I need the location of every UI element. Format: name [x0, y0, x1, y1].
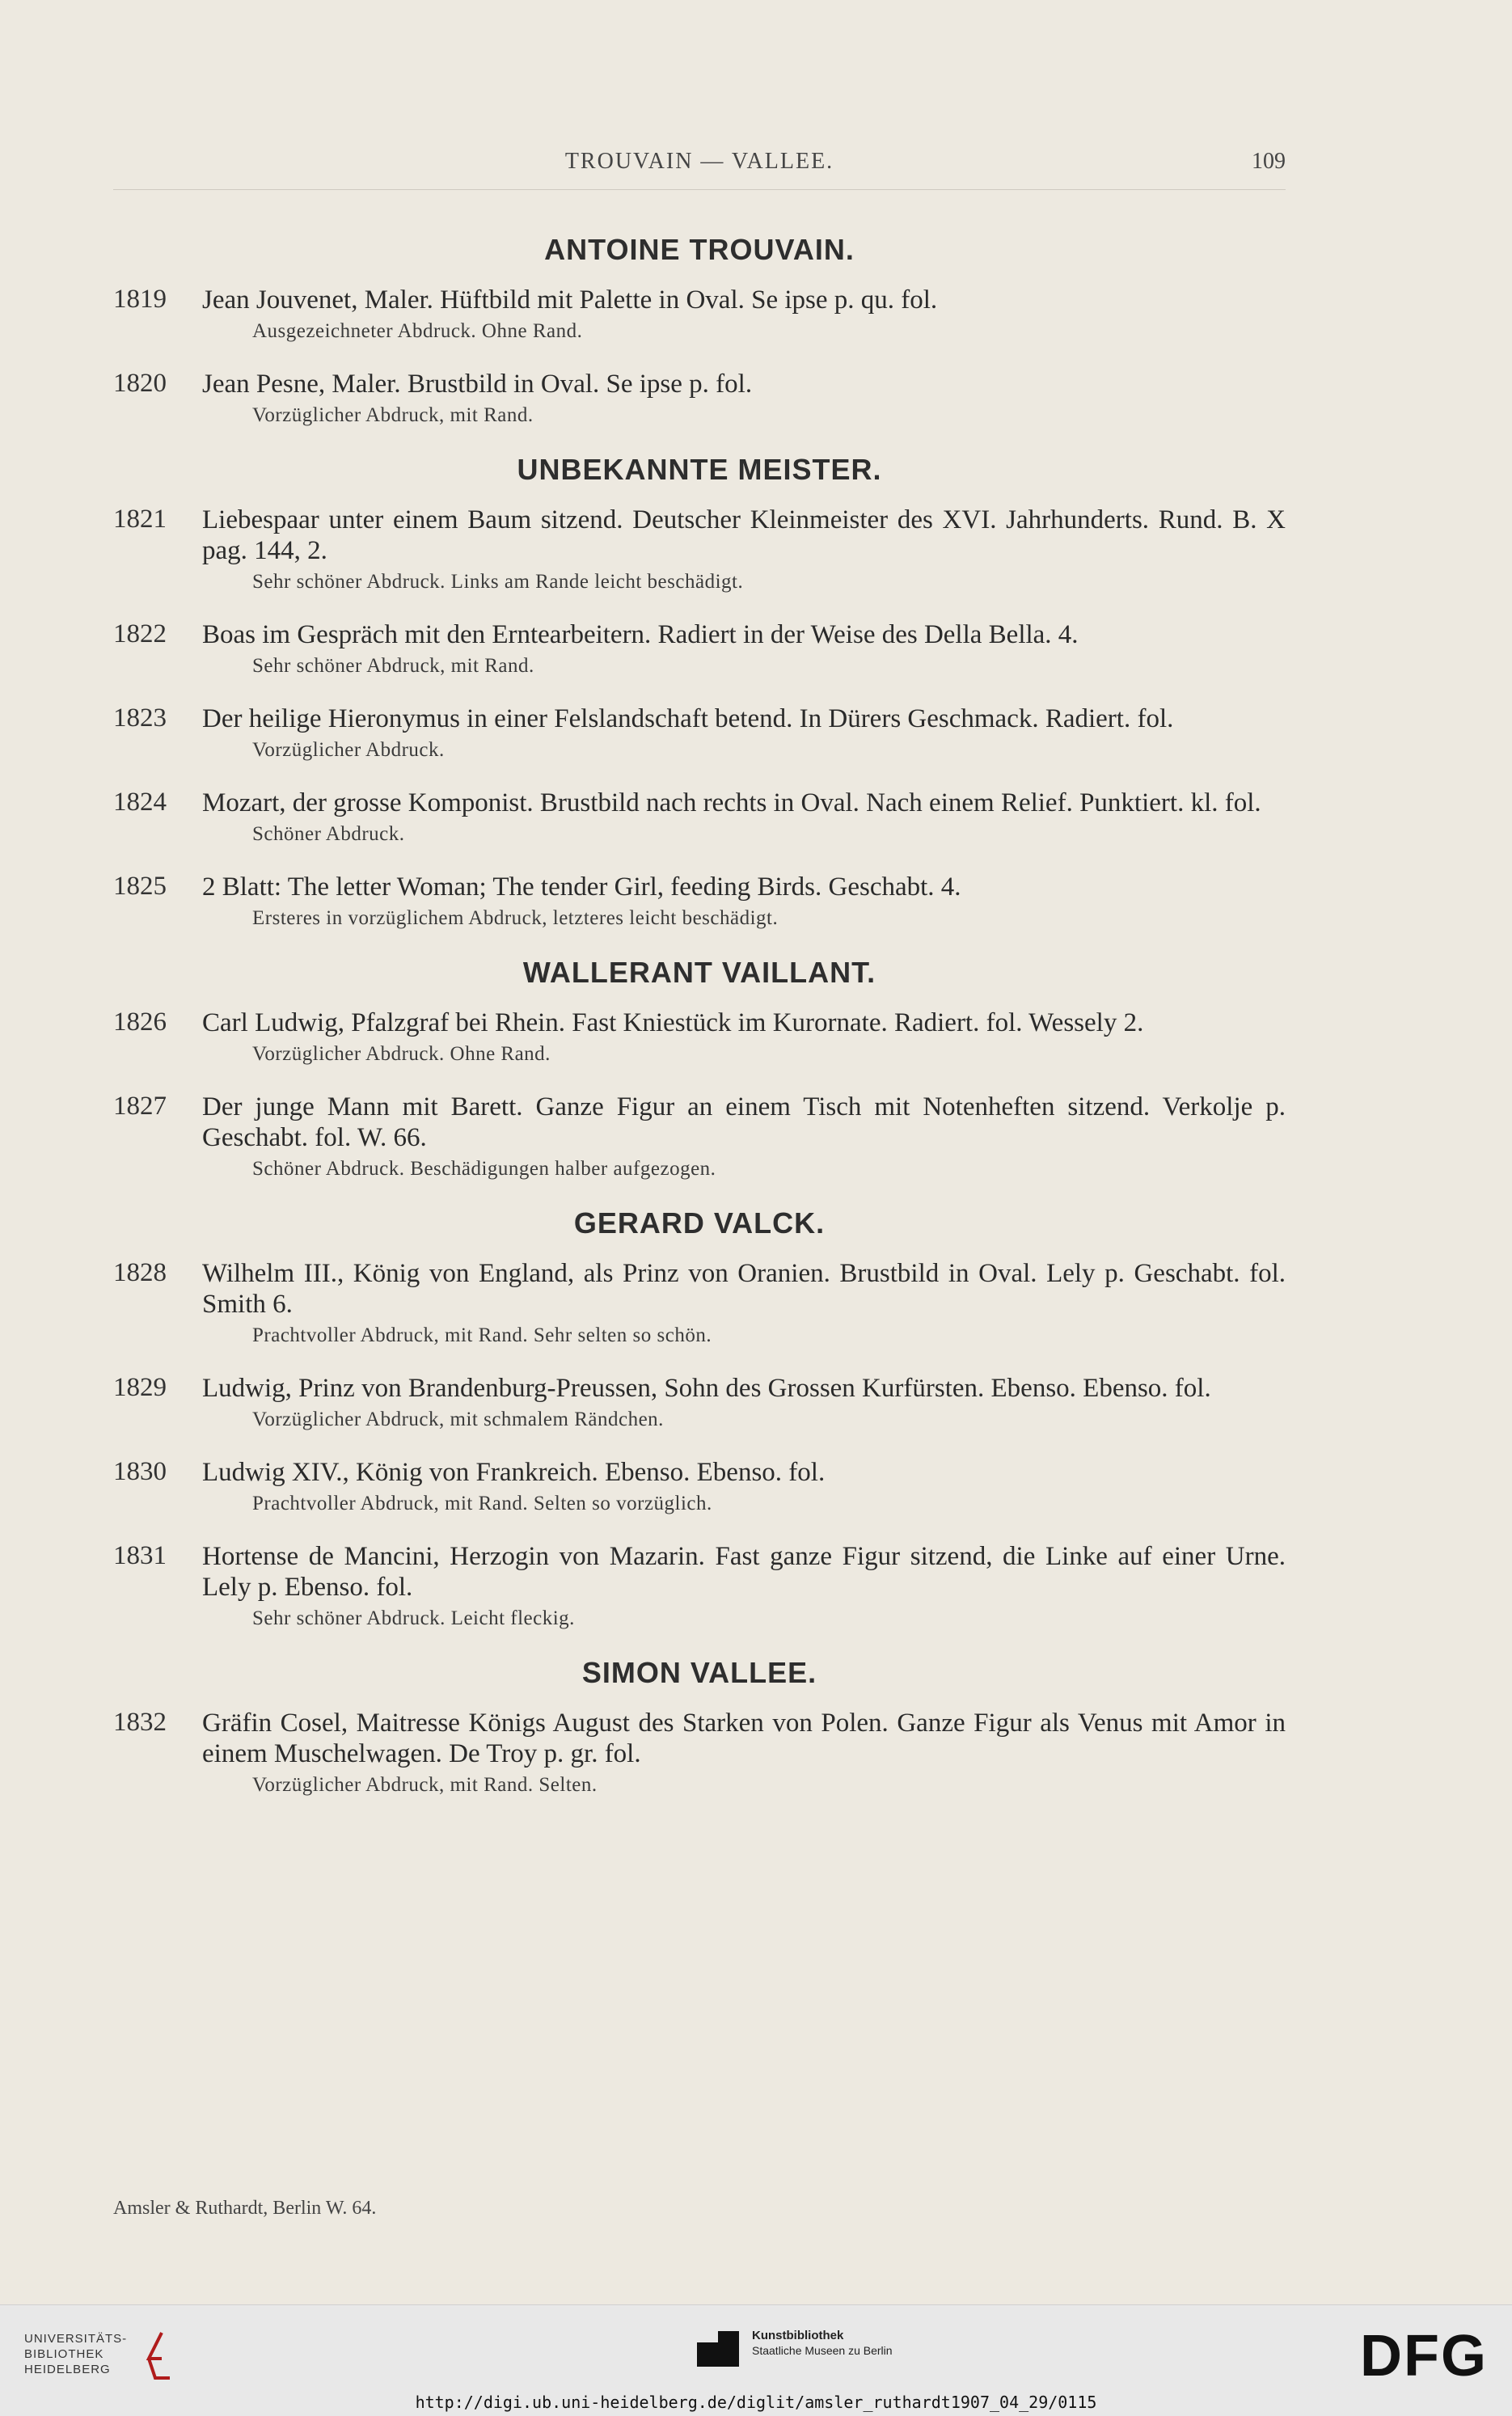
entry-note: Ersteres in vorzüglichem Abdruck, letzteres leicht beschädigt.: [252, 907, 779, 929]
catalog-content: [113, 218, 1286, 1823]
catalog-entry: [113, 369, 1286, 427]
kb-subtitle: Staatliche Museen zu Berlin: [752, 2344, 893, 2357]
entry-note: Prachtvoller Abdruck, mit Rand. Selten so vorzüglich.: [252, 1493, 712, 1514]
section-valck: [113, 1206, 1286, 1630]
permalink-url[interactable]: http://digi.ub.uni-heidelberg.de/diglit/amsler_ruthardt1907_04_29/0115: [415, 2393, 1097, 2412]
entry-description: Jean Pesne, Maler. Brustbild in Oval. Se ipse p. fol.: [202, 370, 753, 399]
entry-note: Schöner Abdruck. Beschädigungen halber aufgezogen.: [252, 1158, 716, 1180]
viewer-footer: [0, 2304, 1512, 2416]
entry-note: Sehr schöner Abdruck. Leicht fleckig.: [252, 1607, 575, 1629]
catalog-entry: [113, 1258, 1286, 1347]
uni-line: BIBLIOTHEK: [24, 2347, 104, 2361]
entry-description: Ludwig, Prinz von Brandenburg-Preussen, Sohn des Grossen Kurfürsten. Ebenso. Ebenso. fol.: [202, 1374, 1211, 1403]
header-title: TROUVAIN — VALLEE.: [564, 149, 834, 174]
entry-number: 1827: [113, 1092, 167, 1121]
catalog-entry: [113, 505, 1286, 593]
entry-description: Der junge Mann mit Barett. Ganze Figur an einem Tisch mit Notenheften sitzend. Verkolje p. Geschabt. fol. W. 66.: [202, 1092, 1286, 1152]
section-heading: GERARD VALCK.: [573, 1206, 826, 1240]
section-trouvain: [113, 233, 1286, 427]
entry-number: 1821: [113, 505, 167, 534]
entry-number: 1825: [113, 872, 167, 901]
entry-note: Prachtvoller Abdruck, mit Rand. Sehr selten so schön.: [252, 1324, 712, 1346]
catalog-entry: [113, 285, 1286, 343]
entry-description: Der heilige Hieronymus in einer Felslandschaft betend. In Dürers Geschmack. Radiert. fol.: [202, 704, 1174, 733]
entry-description: Carl Ludwig, Pfalzgraf bei Rhein. Fast Kniestück im Kurornate. Radiert. fol. Wessely 2.: [202, 1008, 1144, 1037]
entry-note: Vorzüglicher Abdruck.: [252, 739, 445, 761]
uni-line: UNIVERSITÄTS-: [24, 2332, 128, 2346]
entry-number: 1820: [113, 369, 167, 398]
running-header: [113, 144, 1286, 190]
kb-title: Kunstbibliothek: [752, 2329, 844, 2342]
kunstbibliothek-logo-icon[interactable]: [694, 2323, 742, 2372]
entry-description: Mozart, der grosse Komponist. Brustbild nach rechts in Oval. Nach einem Relief. Punktiert. kl. fol.: [202, 788, 1261, 817]
entry-note: Vorzüglicher Abdruck, mit schmalem Rändchen.: [252, 1409, 664, 1430]
entry-description: Liebespaar unter einem Baum sitzend. Deutscher Kleinmeister des XVI. Jahrhunderts. Rund. B. X pag. 144, 2.: [202, 505, 1286, 565]
catalog-entry: [113, 703, 1286, 762]
section-heading: WALLERANT VAILLANT.: [522, 956, 876, 989]
entry-note: Sehr schöner Abdruck. Links am Rande leicht beschädigt.: [252, 571, 744, 593]
catalog-entry: [113, 1373, 1286, 1431]
catalog-entry: [113, 872, 1286, 930]
publisher-imprint: Amsler & Ruthardt, Berlin W. 64.: [113, 2198, 377, 2219]
entry-number: 1819: [113, 285, 167, 314]
catalog-entry: [113, 619, 1286, 678]
catalog-entry: [113, 788, 1286, 846]
entry-number: 1824: [113, 788, 167, 817]
section-vaillant: [113, 956, 1286, 1181]
kunstbibliothek-label: [752, 2328, 893, 2358]
entry-description: Wilhelm III., König von England, als Prinz von Oranien. Brustbild in Oval. Lely p. Geschabt. fol. Smith 6.: [202, 1259, 1286, 1319]
catalog-entry: [113, 1092, 1286, 1181]
entry-description: Gräfin Cosel, Maitresse Königs August des Starken von Polen. Ganze Figur als Venus mit Amor in einem Muschelwagen. De Troy p. gr. fol.: [202, 1709, 1286, 1768]
entry-number: 1822: [113, 619, 167, 648]
entry-number: 1830: [113, 1457, 167, 1486]
entry-number: 1831: [113, 1541, 167, 1570]
section-heading: ANTOINE TROUVAIN.: [544, 233, 855, 266]
entry-number: 1826: [113, 1007, 167, 1037]
uni-line: HEIDELBERG: [24, 2363, 111, 2376]
entry-note: Vorzüglicher Abdruck, mit Rand. Selten.: [252, 1774, 598, 1796]
catalog-entry: [113, 1708, 1286, 1797]
entry-description: Ludwig XIV., König von Frankreich. Ebenso. Ebenso. fol.: [202, 1458, 826, 1487]
entry-description: Boas im Gespräch mit den Erntearbeitern. Radiert in der Weise des Della Bella. 4.: [202, 620, 1079, 649]
entry-note: Vorzüglicher Abdruck, mit Rand.: [252, 404, 534, 426]
dfg-logo[interactable]: DFG: [1360, 2324, 1488, 2389]
entry-note: Schöner Abdruck.: [252, 823, 405, 845]
university-library-label[interactable]: [24, 2331, 127, 2377]
section-heading: SIMON VALLEE.: [581, 1656, 817, 1689]
entry-note: Ausgezeichneter Abdruck. Ohne Rand.: [252, 320, 583, 342]
entry-number: 1823: [113, 703, 167, 733]
entry-description: 2 Blatt: The letter Woman; The tender Girl, feeding Birds. Geschabt. 4.: [202, 872, 961, 902]
page-number: 109: [1252, 149, 1286, 174]
catalog-entry: [113, 1457, 1286, 1515]
section-vallee: [113, 1656, 1286, 1797]
entry-note: Vorzüglicher Abdruck. Ohne Rand.: [252, 1043, 551, 1065]
catalog-entry: [113, 1541, 1286, 1630]
entry-number: 1828: [113, 1258, 167, 1287]
entry-description: Jean Jouvenet, Maler. Hüftbild mit Palette in Oval. Se ipse p. qu. fol.: [202, 285, 938, 315]
entry-description: Hortense de Mancini, Herzogin von Mazarin. Fast ganze Figur sitzend, die Linke auf einer Urne. Lely p. Ebenso. fol.: [202, 1542, 1286, 1602]
entry-number: 1832: [113, 1708, 167, 1737]
entry-note: Sehr schöner Abdruck, mit Rand.: [252, 655, 534, 677]
entry-number: 1829: [113, 1373, 167, 1402]
section-unbekannte-meister: [113, 453, 1286, 930]
section-heading: UNBEKANNTE MEISTER.: [517, 453, 882, 486]
catalog-entry: [113, 1007, 1286, 1066]
university-logo-icon[interactable]: [137, 2326, 178, 2383]
